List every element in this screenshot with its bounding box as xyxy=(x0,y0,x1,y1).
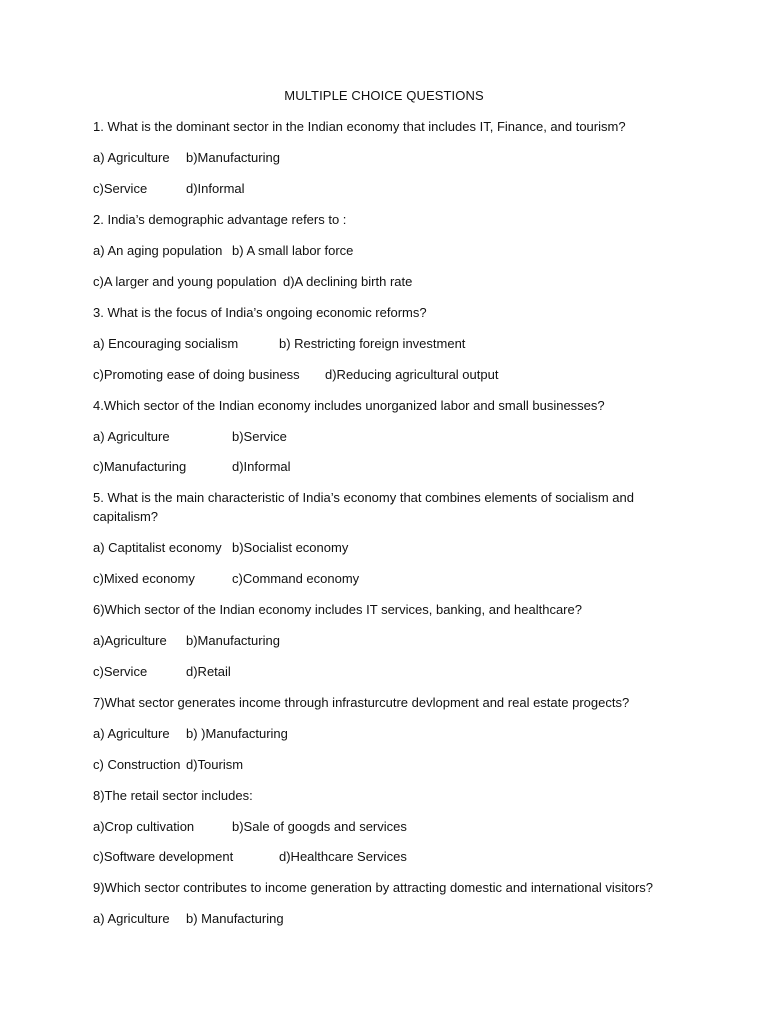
option-b: b)Service xyxy=(232,429,287,444)
option-a: a) Captitalist economy xyxy=(93,540,222,555)
question-4: 4.Which sector of the Indian economy includes unorganized labor and small businesses? xyxy=(93,398,605,413)
option-b: b) A small labor force xyxy=(232,243,354,258)
option-a: a) Agriculture xyxy=(93,150,170,165)
option-b: b) Manufacturing xyxy=(186,911,284,926)
question-1: 1. What is the dominant sector in the Indian economy that includes IT, Finance, and tourism? xyxy=(93,119,626,134)
option-c: c)A larger and young population xyxy=(93,274,277,289)
option-a: a) Agriculture xyxy=(93,429,170,444)
option-b: b)Manufacturing xyxy=(186,150,280,165)
question-9: 9)Which sector contributes to income generation by attracting domestic and international visitors? xyxy=(93,880,654,895)
question-7: 7)What sector generates income through infrasturcutre devlopment and real estate progects? xyxy=(93,695,630,710)
option-b: b)Socialist economy xyxy=(232,540,349,555)
option-d: d)Informal xyxy=(186,181,245,196)
option-d: d)Retail xyxy=(186,664,231,679)
option-a: a)Agriculture xyxy=(93,633,167,648)
option-a: a) An aging population xyxy=(93,243,223,258)
option-c: c) Construction xyxy=(93,757,181,772)
option-a: a) Encouraging socialism xyxy=(93,336,239,351)
option-d: d)Healthcare Services xyxy=(279,849,407,864)
question-8: 8)The retail sector includes: xyxy=(93,788,253,803)
option-b: b) )Manufacturing xyxy=(186,726,288,741)
option-d: d)Reducing agricultural output xyxy=(325,367,499,382)
question-2: 2. India’s demographic advantage refers to : xyxy=(93,212,347,227)
document-title: MULTIPLE CHOICE QUESTIONS xyxy=(284,88,484,103)
option-d: d)Informal xyxy=(232,459,291,474)
option-c: c)Mixed economy xyxy=(93,571,195,586)
option-c: c)Promoting ease of doing business xyxy=(93,367,300,382)
question-5: 5. What is the main characteristic of India’s economy that combines elements of socialism and capitalism? xyxy=(93,490,634,524)
option-b: b) Restricting foreign investment xyxy=(279,336,466,351)
option-b: b)Sale of googds and services xyxy=(232,819,407,834)
option-c: c)Service xyxy=(93,181,148,196)
option-b: b)Manufacturing xyxy=(186,633,280,648)
option-c: c)Service xyxy=(93,664,148,679)
option-d: d)Tourism xyxy=(186,757,244,772)
option-a: a) Agriculture xyxy=(93,726,170,741)
question-6: 6)Which sector of the Indian economy includes IT services, banking, and healthcare? xyxy=(93,602,582,617)
option-c: c)Manufacturing xyxy=(93,459,187,474)
option-c-alt: c)Command economy xyxy=(232,571,360,586)
option-a: a)Crop cultivation xyxy=(93,819,195,834)
question-3: 3. What is the focus of India’s ongoing economic reforms? xyxy=(93,305,427,320)
option-a: a) Agriculture xyxy=(93,911,170,926)
option-d: d)A declining birth rate xyxy=(283,274,413,289)
option-c: c)Software development xyxy=(93,849,234,864)
